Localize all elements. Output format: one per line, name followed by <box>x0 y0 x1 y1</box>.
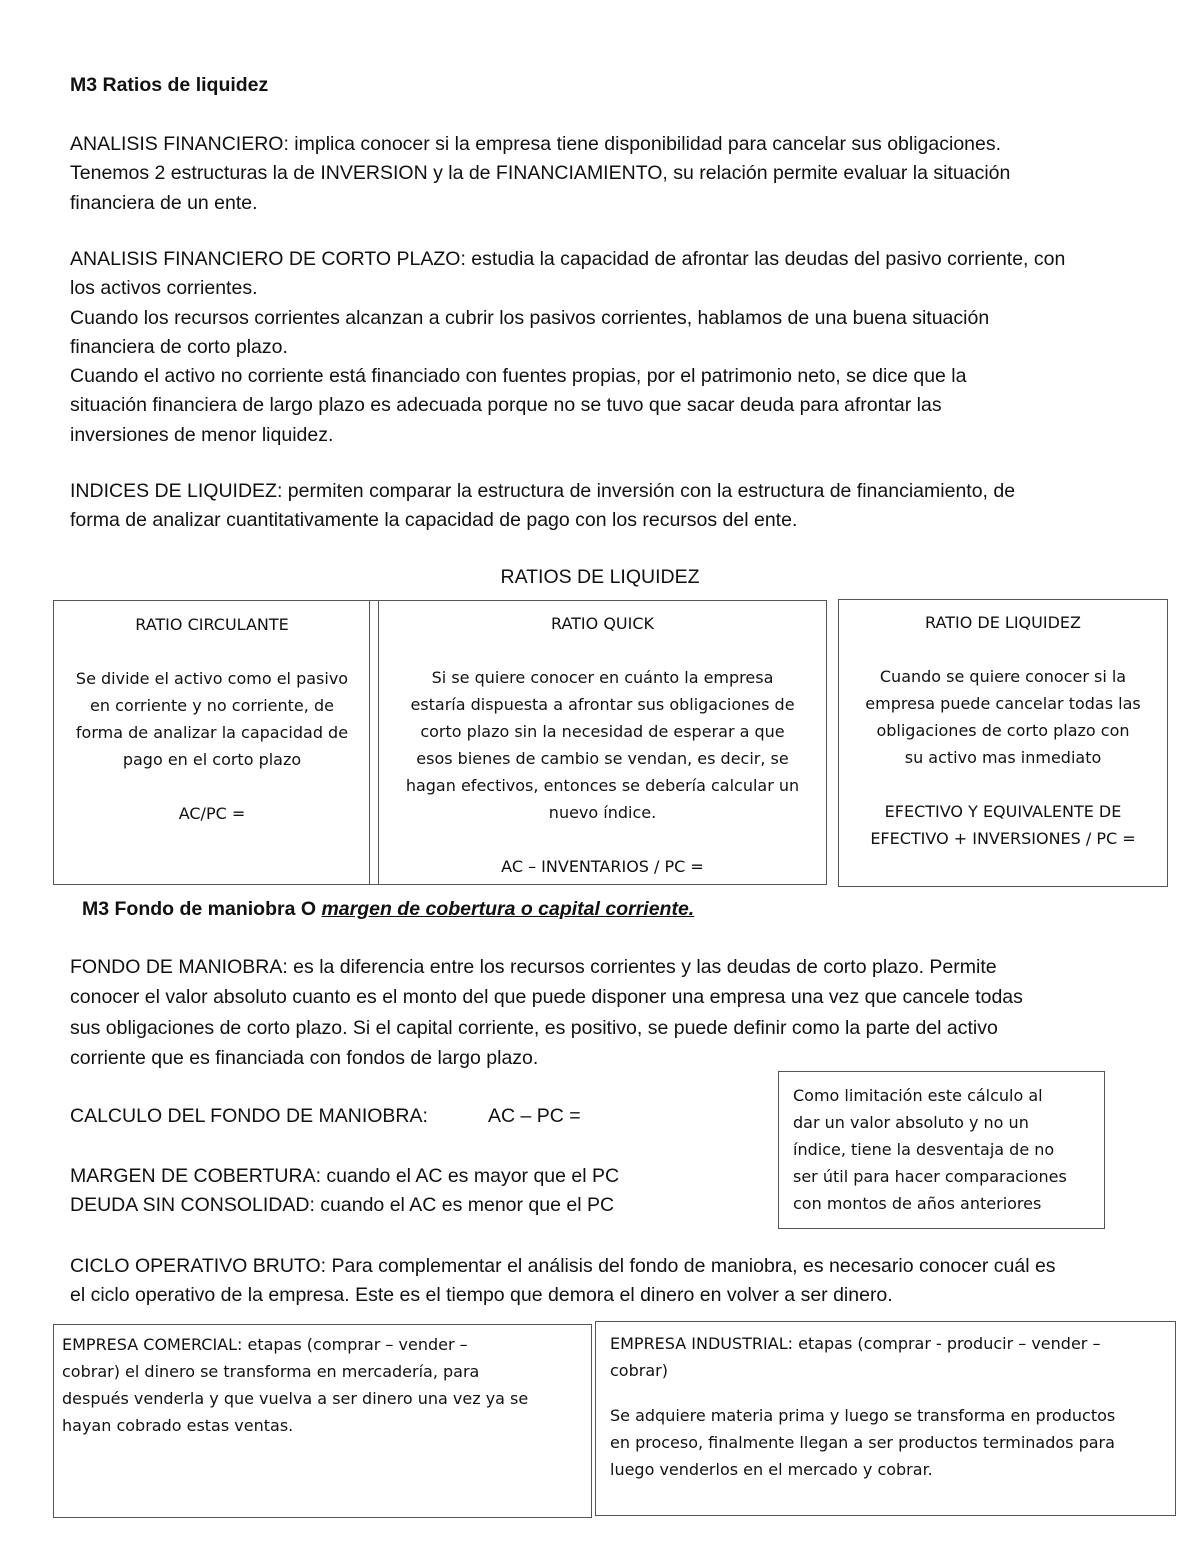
text-line: estaría dispuesta a afrontar sus obligaciones de <box>410 695 795 714</box>
text-line: Cuando se quiere conocer si la <box>879 667 1127 686</box>
section-title-fondo-prefix: M3 Fondo de maniobra O <box>82 898 322 920</box>
text-line: INDICES DE LIQUIDEZ: permiten comparar la estructura de inversión con la estructura de financiamiento, de <box>70 480 1016 502</box>
ratio-quick-title: RATIO QUICK <box>550 614 655 633</box>
calculo-label: CALCULO DEL FONDO DE MANIOBRA: <box>70 1105 428 1127</box>
text-line: corriente que es financiada con fondos de largo plazo. <box>70 1046 539 1069</box>
text-line: cobrar) <box>610 1361 668 1380</box>
text-line: después venderla y que vuelva a ser dinero una vez ya se <box>62 1389 529 1408</box>
text-line: su activo mas inmediato <box>904 748 1102 767</box>
ratio-liquidez-formula-line: EFECTIVO + INVERSIONES / PC = <box>870 829 1136 848</box>
text-line: en corriente y no corriente, de <box>90 696 334 715</box>
text-line: forma de analizar la capacidad de <box>75 723 349 742</box>
text-line: Cuando los recursos corrientes alcanzan a cubrir los pasivos corrientes, hablamos de una buena situación <box>70 306 990 329</box>
ratio-quick-formula: AC – INVENTARIOS / PC = <box>501 857 704 876</box>
text-line: nuevo índice. <box>548 803 657 822</box>
text-line: EMPRESA INDUSTRIAL: etapas (comprar - producir – vender – <box>610 1334 1101 1353</box>
text-line: el ciclo operativo de la empresa. Este es el tiempo que demora el dinero en volver a ser dinero. <box>70 1284 893 1307</box>
text-line: ser útil para hacer comparaciones <box>793 1167 1067 1186</box>
ratio-quick-box <box>378 600 827 885</box>
text-line: FONDO DE MANIOBRA: es la diferencia entre los recursos corrientes y las deudas de corto plazo. Permite <box>70 956 997 978</box>
text-line: Tenemos 2 estructuras la de INVERSION y la de FINANCIAMIENTO, su relación permite evaluar la situación <box>70 162 1011 185</box>
ratio-liquidez-box <box>838 599 1168 887</box>
ratio-liquidez-title: RATIO DE LIQUIDEZ <box>925 613 1081 632</box>
calculo-formula: AC – PC = <box>488 1105 581 1127</box>
text-line: ANALISIS FINANCIERO: implica conocer si la empresa tiene disponibilidad para cancelar sus obligaciones. <box>70 133 1002 155</box>
text-line: esos bienes de cambio se vendan, es decir, se <box>416 749 789 768</box>
text-line: situación financiera de largo plazo es adecuada porque no se tuvo que sacar deuda para afrontar las <box>70 394 942 417</box>
text-line: financiera de corto plazo. <box>70 335 288 358</box>
text-line: los activos corrientes. <box>70 277 258 300</box>
text-line: luego venderlos en el mercado y cobrar. <box>610 1460 933 1479</box>
text-line: empresa puede cancelar todas las <box>865 694 1141 713</box>
text-line: Como limitación este cálculo al <box>793 1086 1043 1105</box>
section-title-fondo-underlined: margen de cobertura o capital corriente. <box>321 898 695 920</box>
text-line: Si se quiere conocer en cuánto la empresa <box>431 668 774 687</box>
text-line: hagan efectivos, entonces se debería calcular un <box>405 776 800 795</box>
ratio-circulante-formula: AC/PC = <box>178 804 246 823</box>
text-line: en proceso, finalmente llegan a ser productos terminados para <box>610 1433 1115 1452</box>
text-line: índice, tiene la desventaja de no <box>793 1140 1055 1159</box>
text-line: corto plazo sin la necesidad de esperar a que <box>420 722 785 741</box>
text-line: ANALISIS FINANCIERO DE CORTO PLAZO: estudia la capacidad de afrontar las deudas del pasivo corriente, con <box>70 248 1066 270</box>
ratio-circulante-title: RATIO CIRCULANTE <box>135 615 289 634</box>
text-line: Se adquiere materia prima y luego se transforma en productos <box>610 1406 1116 1425</box>
text-line: Cuando el activo no corriente está financiado con fuentes propias, por el patrimonio neto, se dice que la <box>70 365 967 388</box>
text-line: Se divide el activo como el pasivo <box>75 669 349 688</box>
empresa-industrial-box <box>595 1321 1176 1516</box>
section-title-fondo <box>82 898 694 921</box>
text-line: inversiones de menor liquidez. <box>70 423 334 446</box>
ratio-circulante-box <box>53 600 371 885</box>
corto-plazo-paragraph <box>70 245 1065 450</box>
empresa-comercial-box <box>53 1324 592 1518</box>
analisis-financiero-paragraph <box>70 130 1010 218</box>
text-line: conocer el valor absoluto cuanto es el monto del que puede disponer una empresa una vez que cancele todas <box>70 986 1023 1009</box>
section-title-ratios: M3 Ratios de liquidez <box>70 74 269 96</box>
text-line: con montos de años anteriores <box>793 1194 1042 1213</box>
ratios-heading: RATIOS DE LIQUIDEZ <box>500 566 700 588</box>
text-line: CICLO OPERATIVO BRUTO: Para complementar el análisis del fondo de maniobra, es necesario conocer cuál es <box>70 1255 1056 1277</box>
limitacion-box <box>778 1071 1105 1229</box>
text-line: financiera de un ente. <box>70 191 258 214</box>
text-line: dar un valor absoluto y no un <box>793 1113 1029 1132</box>
ciclo-paragraph <box>70 1252 1056 1311</box>
margen-cobertura-line: MARGEN DE COBERTURA: cuando el AC es mayor que el PC <box>70 1165 620 1187</box>
ratio-liquidez-formula-line: EFECTIVO Y EQUIVALENTE DE <box>884 802 1122 821</box>
text-line: sus obligaciones de corto plazo. Si el capital corriente, es positivo, se puede definir como la parte del activo <box>70 1016 998 1039</box>
indices-paragraph <box>70 477 1015 536</box>
text-line: pago en el corto plazo <box>122 750 302 769</box>
text-line: obligaciones de corto plazo con <box>876 721 1130 740</box>
text-line: EMPRESA COMERCIAL: etapas (comprar – vender – <box>62 1335 468 1354</box>
fondo-paragraph <box>70 952 1128 1073</box>
text-line: hayan cobrado estas ventas. <box>62 1416 294 1435</box>
deuda-line: DEUDA SIN CONSOLIDAD: cuando el AC es menor que el PC <box>70 1194 615 1216</box>
text-line: cobrar) el dinero se transforma en mercadería, para <box>62 1362 480 1381</box>
text-line: forma de analizar cuantitativamente la capacidad de pago con los recursos del ente. <box>70 509 798 532</box>
